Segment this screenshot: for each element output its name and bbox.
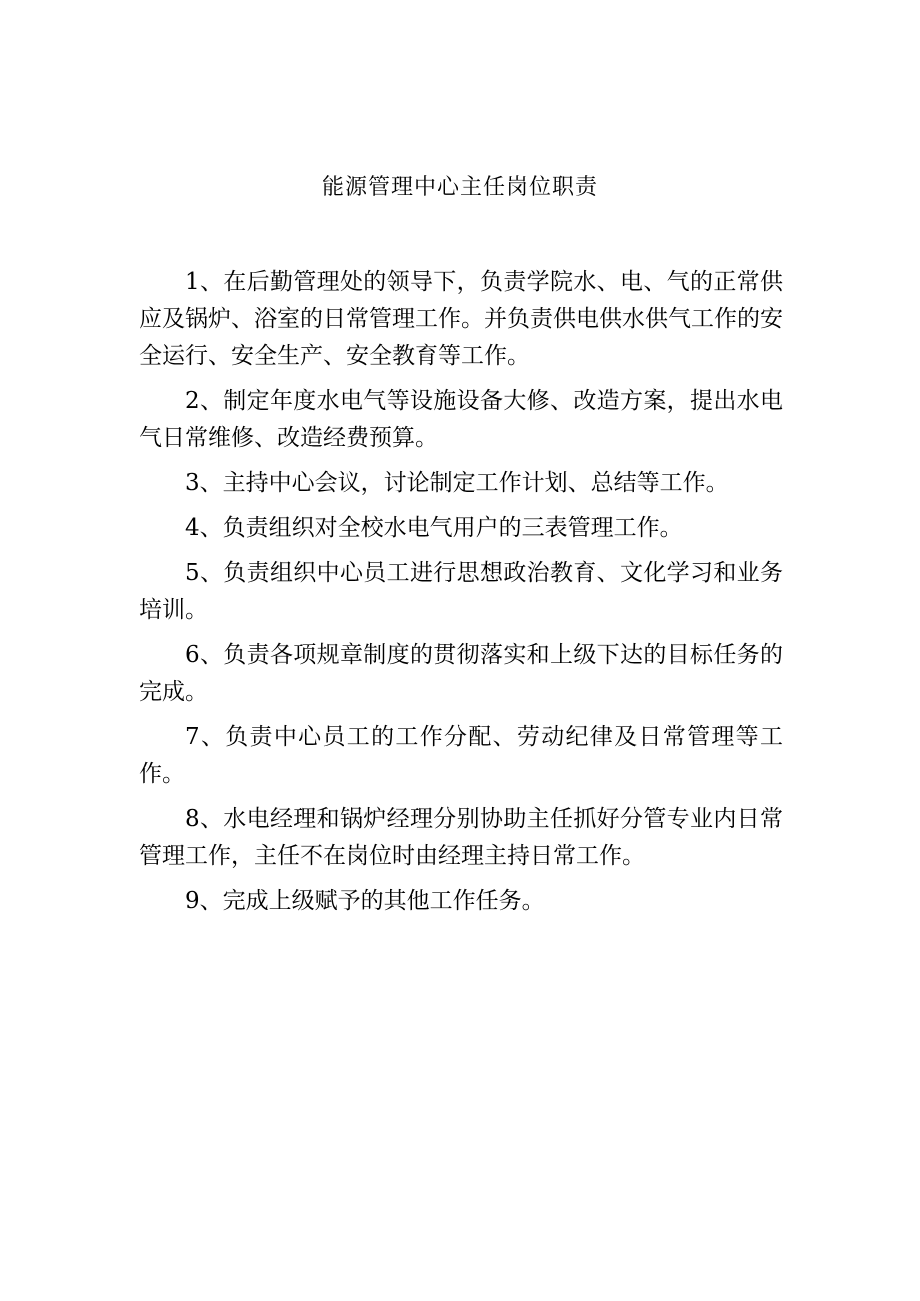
duty-item-4: 4、负责组织对全校水电气用户的三表管理工作。 <box>185 515 683 541</box>
duty-item-8: 8、水电经理和锅炉经理分别协助主任抓好分管专业内日常管理工作，主任不在岗位时由经理主持日常工作。 <box>139 806 783 869</box>
duty-item-2: 2、制定年度水电气等设施设备大修、改造方案，提出水电气日常维修、改造经费预算。 <box>139 388 783 451</box>
duty-item-3: 3、主持中心会议，讨论制定工作计划、总结等工作。 <box>185 470 729 496</box>
page-title: 能源管理中心主任岗位职责 <box>321 175 598 200</box>
duty-item-6: 6、负责各项规章制度的贯彻落实和上级下达的目标任务的完成。 <box>139 642 783 705</box>
duty-item-9: 9、完成上级赋予的其他工作任务。 <box>185 888 545 914</box>
duty-item-7: 7、负责中心员工的工作分配、劳动纪律及日常管理等工作。 <box>139 724 783 787</box>
duty-item-1: 1、在后勤管理处的领导下，负责学院水、电、气的正常供应及锅炉、浴室的日常管理工作。并负责供电供水供气工作的安全运行、安全生产、安全教育等工作。 <box>139 269 783 369</box>
duty-list <box>139 264 783 928</box>
duty-item-5: 5、负责组织中心员工进行思想政治教育、文化学习和业务培训。 <box>139 560 783 623</box>
